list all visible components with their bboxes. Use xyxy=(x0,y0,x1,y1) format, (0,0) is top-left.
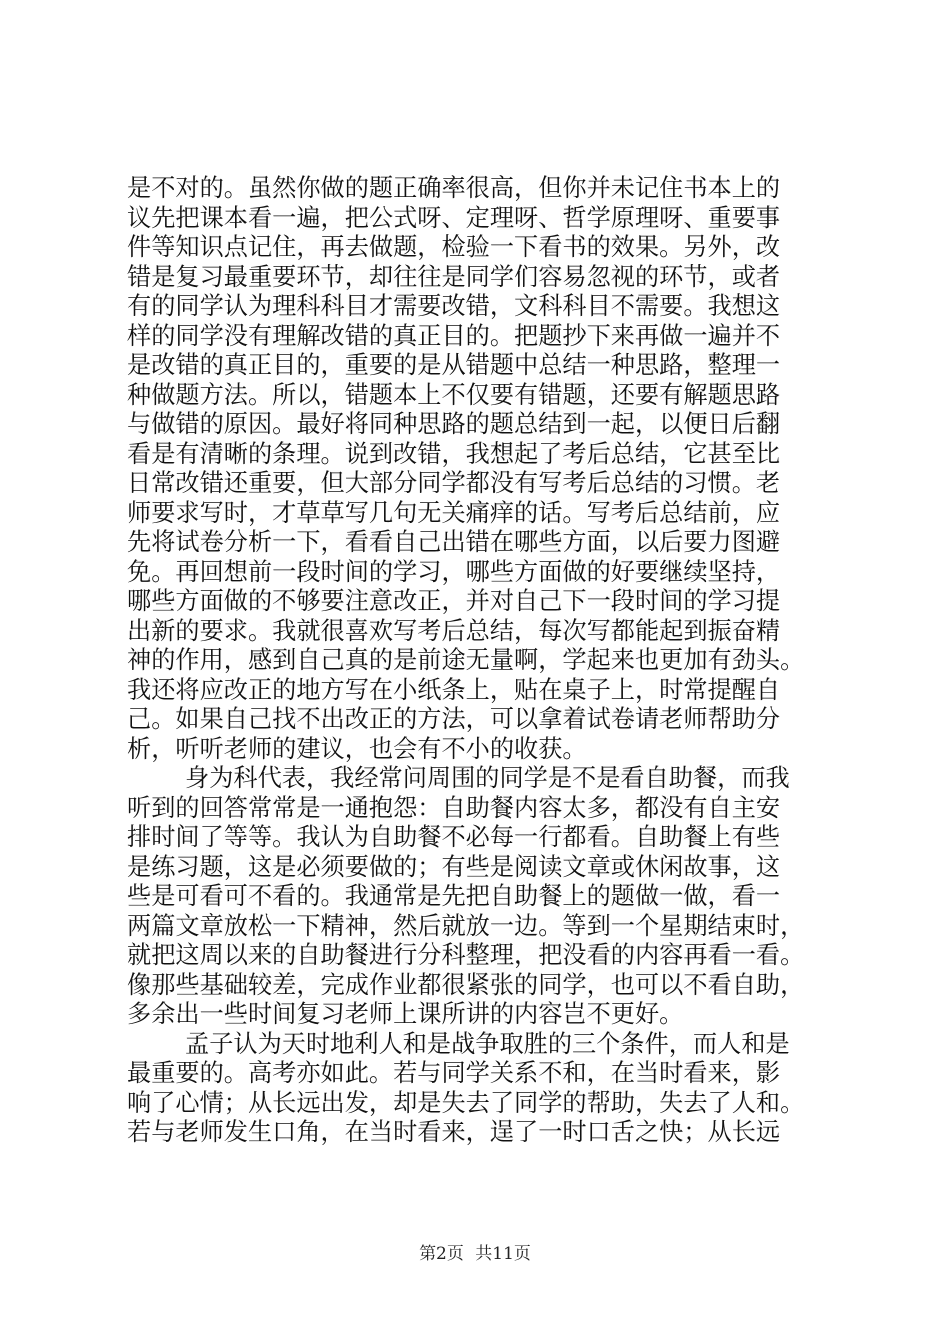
text-line: 师要求写时，才草草写几句无关痛痒的话。写考后总结前，应 xyxy=(127,498,781,527)
page-footer xyxy=(0,1243,950,1265)
text-line: 像那些基础较差，完成作业都很紧张的同学，也可以不看自助， xyxy=(127,970,805,999)
text-line: 是不对的。虽然你做的题正确率很高，但你并未记住书本上的 xyxy=(127,174,781,202)
page-total: 共11页 xyxy=(475,1244,531,1264)
text-line: 若与老师发生口角，在当时看来，逞了一时口舌之快；从长远 xyxy=(127,1118,781,1146)
text-line: 先将试卷分析一下，看看自己出错在哪些方面，以后要力图避 xyxy=(127,528,781,556)
text-line: 排时间了等等。我认为自助餐不必每一行都看。自助餐上有些 xyxy=(127,823,781,851)
text-line: 最重要的。高考亦如此。若与同学关系不和，在当时看来，影 xyxy=(127,1059,781,1087)
text-line: 神的作用，感到自己真的是前途无量啊，学起来也更加有劲头。 xyxy=(127,646,805,674)
text-line: 议先把课本看一遍，把公式呀、定理呀、哲学原理呀、重要事 xyxy=(127,203,781,232)
text-line: 种做题方法。所以，错题本上不仅要有错题，还要有解题思路 xyxy=(127,380,781,409)
text-line: 些是可看可不看的。我通常是先把自助餐上的题做一做，看一 xyxy=(127,882,781,910)
text-line: 样的同学没有理解改错的真正目的。把题抄下来再做一遍并不 xyxy=(127,321,781,350)
text-line: 是改错的真正目的，重要的是从错题中总结一种思路，整理一 xyxy=(127,351,781,379)
text-line: 出新的要求。我就很喜欢写考后总结，每次写都能起到振奋精 xyxy=(127,616,781,645)
text-line: 己。如果自己找不出改正的方法，可以拿着试卷请老师帮助分 xyxy=(127,705,781,733)
text-line: 哪些方面做的不够要注意改正，并对自己下一段时间的学习提 xyxy=(127,587,781,615)
text-line: 两篇文章放松一下精神，然后就放一边。等到一个星期结束时， xyxy=(127,911,805,940)
text-line: 听到的回答常常是一通抱怨：自助餐内容太多，都没有自主安 xyxy=(127,793,781,822)
text-line: 看是有清晰的条理。说到改错，我想起了考后总结，它甚至比 xyxy=(127,439,781,468)
text-line: 免。再回想前一段时间的学习，哪些方面做的好要继续坚持， xyxy=(127,557,781,586)
text-line: 是练习题，这是必须要做的；有些是阅读文章或休闲故事，这 xyxy=(127,852,781,881)
document-body xyxy=(127,174,827,1148)
text-line: 孟子认为天时地利人和是战争取胜的三个条件，而人和是 xyxy=(185,1029,790,1058)
text-line: 响了心情；从长远出发，却是失去了同学的帮助，失去了人和。 xyxy=(127,1088,805,1117)
text-line: 就把这周以来的自助餐进行分科整理，把没看的内容再看一看。 xyxy=(127,941,805,969)
page-number: 第2页 xyxy=(419,1244,464,1264)
text-line: 件等知识点记住，再去做题，检验一下看书的效果。另外，改 xyxy=(127,233,781,261)
text-line: 身为科代表，我经常问周围的同学是不是看自助餐，而我 xyxy=(185,764,790,792)
text-line: 多余出一些时间复习老师上课所讲的内容岂不更好。 xyxy=(127,1000,684,1028)
text-line: 我还将应改正的地方写在小纸条上，贴在桌子上，时常提醒自 xyxy=(127,675,781,704)
text-line: 析，听听老师的建议，也会有不小的收获。 xyxy=(127,734,587,763)
text-line: 错是复习最重要环节，却往往是同学们容易忽视的环节，或者 xyxy=(127,262,781,291)
text-line: 有的同学认为理科科目才需要改错，文科科目不需要。我想这 xyxy=(127,292,781,320)
text-line: 与做错的原因。最好将同种思路的题总结到一起，以便日后翻 xyxy=(127,410,781,438)
text-line: 日常改错还重要，但大部分同学都没有写考后总结的习惯。老 xyxy=(127,469,781,497)
